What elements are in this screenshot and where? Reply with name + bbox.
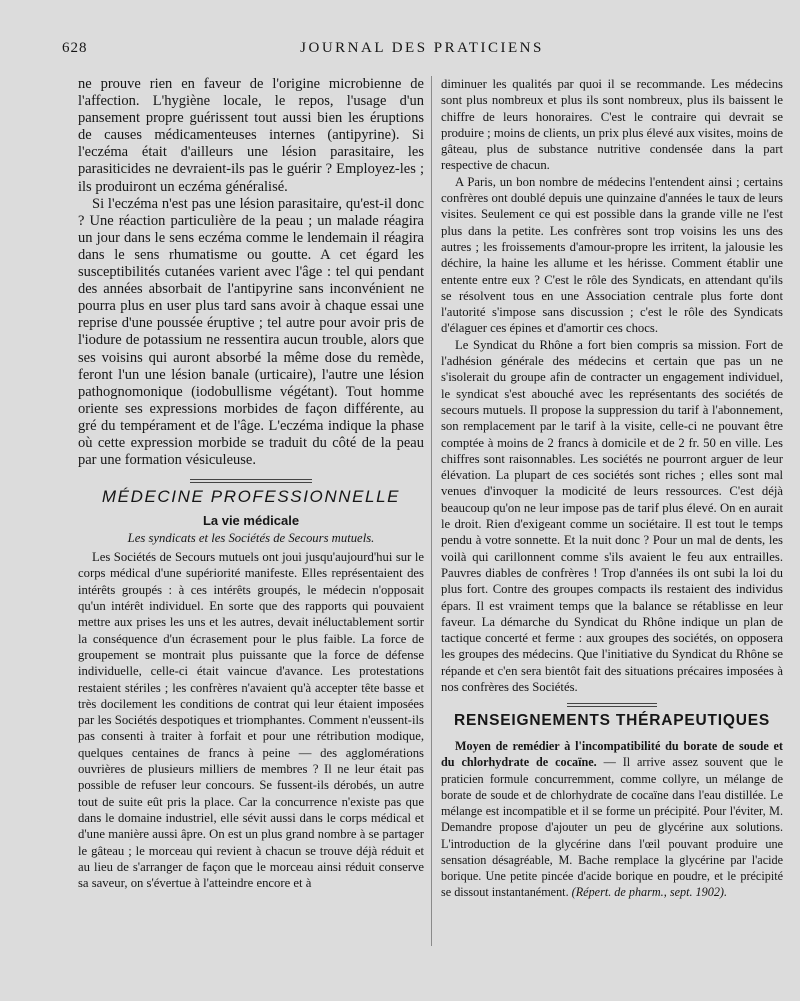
section-title-renseignements: RENSEIGNEMENTS THÉRAPEUTIQUES [453,712,770,730]
therapeutic-notice [441,738,783,900]
paragraph-honoraires: diminuer les qualités par quoi il se recommande. Les médecins sont plus nombreux et plus ils sont nombreux, plus ils baissent le chiffre de leurs honoraires. C'est le contraire qui devrait se produire ; moins de clients, un prix plus élevé aux visites, moins de gâteau, plus de substance nutritive condensée dans la part respective de chacun. [441,77,783,173]
paragraph-eczema-reaction: Si l'eczéma n'est pas une lésion parasitaire, qu'est-il donc ? Une réaction particulière de la peau ; un malade réagira un jour dans le sens eczéma comme le lendemain il réagira dans le sens rhumatisme ou goutte. A cet égard les susceptibilités cutanées varient avec l'âge : tel qui pendant des années absorbait de l'antipyrine sans inconvénient ne pourra plus en user plus tard sans avoir à chaque essai une reprise d'une poussée éruptive ; tel autre pour avoir pris de l'iodure de potassium ne ressentira aucun trouble, alors que ses voisins qui auront absorbé la même dose du remède, feront l'un une lésion banale (urticaire), l'autre une lésion pathognomonique (iodobullisme végétant). Tout homme oriente ses expressions morbides de façon différente, au gré du tempérament et de l'âge. L'eczéma indique la phase où cette expression morbide se traduit du côté de la peau par une formation vésiculeuse. [78,195,424,469]
column-divider [431,76,432,946]
paragraph-syndicat-rhone: Le Syndicat du Rhône a fort bien compris sa mission. Fort de l'adhésion générale des médecins et certain que pas un ne s'isolerait du groupe afin de contracter un engagement individuel, le syndicat s'est abouché avec les représentants des sociétés de secours mutuels. Il propose la suppression du tarif à l'abonnement, son remplacement par le tarif à la visite, celle-ci ne pouvant être comptée à moins de 2 francs à domicile et de 2 fr. 50 en ville. Les chiffres sont raisonnables. Les sociétés ne pourront arguer de leur élévation. La plupart de ces sociétés sont riches ; elles sont mal venues d'invoquer la modicité de leurs ressources. C'est déjà beaucoup qu'on ne leur impose pas de tarif plus élevé. On en aurait le droit. Rien d'exigeant comme un sociétaire. Il est tout le temps pendu à votre sonnette. Et la nuit donc ? Pour un mal de dents, les voilà qui carillonnent comme s'ils avaient le feu aux entrailles. Pauvres diables de confrères ! Trop d'années ils ont subi la loi du plus fort. Contre des groupes compacts ils restaient des individus épars. Il est vraiment temps que la balance se rétablisse en leur faveur. La démarche du Syndicat du Rhône indique un plan de tactique concerté et ferme : aux groupes des sociétés, on opposera les groupes des médecins. Que l'initiative du Syndicat du Rhône se répande et c'en sera bientôt fait des situations précaires imposées à nos confrères des Sociétés. [441,337,783,694]
article-subtitle: Les syndicats et les Sociétés de Secours mutuels. [127,531,375,546]
section-rule [190,479,312,483]
notice-body: — Il arrive assez souvent que le praticien formule concurremment, comme collyre, un mélange de borate de soude et de chlorhydrate de cocaïne dans l'eau distillée. Le mélange est incompatible et il se forme un précipité. Pour l'éviter, M. Demandre propose d'ajouter un peu de glycérine aux solutions. L'introduction de la glycérine dans l'œil pouvant produire une sensation désagréable, M. Bache remplace la glycérine par l'acide borique. Une petite pincée d'acide borique en poudre, et le précipité se dissout instantanément. [441,755,783,900]
page-number: 628 [62,40,88,56]
journal-title: JOURNAL DES PRATICIENS [300,40,544,56]
page-header [62,40,782,64]
notice-reference: (Répert. de pharm., sept. 1902). [571,885,728,900]
right-column [441,76,783,900]
section-rule [567,703,657,707]
paragraph-eczema-origin: ne prouve rien en faveur de l'origine microbienne de l'affection. L'hygiène locale, le repos, l'usage d'un pansement propre guérissent tout aussi bien les éruptions de causes médicamenteuses internes (antipyrine). Si l'eczéma était d'ailleurs une lésion parasitaire, les parasiticides ne devraient-ils pas le guérir ? Employez-les ; ils produiront un eczéma généralisé. [78,76,424,195]
paragraph-societes-secours: Les Sociétés de Secours mutuels ont joui jusqu'aujourd'hui sur le corps médical d'une supériorité manifeste. Elles représentaient des intérêts groupés : à ces intérêts groupés, le médecin n'opposait qu'un intérêt individuel. En sorte que des rapports qui pouvaient mettre aux prises les uns et les autres, devait inéluctablement sortir la conséquence d'un écrasement pour le plus faible. La force de groupement se montrait plus puissante que la force de défense individuelle, celle-ci était vaincue d'avance. Les protestations restaient stériles ; les confrères n'avaient qu'à accepter tête basse et très docilement les conditions de contrat qui leur étaient imposées par les Sociétés despotiques et triomphantes. Comment n'eussent-ils pas consenti à traiter à forfait et pour une rétribution modique, quelques centaines de francs à peine — des agglomérations ouvrières de plusieurs milliers de membres ? Il ne leur était pas possible de refuser leur concours. Se fussent-ils dérobés, un autre tout de suite eût pris la place. Car la concurrence n'existe pas que dans le domaine industriel, elle sévit aussi dans le corps médical et d'une manière aussi âpre. On est un plus grand nombre à se partager le gâteau ; le morceau qui revient à chacun se trouve déjà réduit et au lieu de s'arranger de façon que le morceau ainsi réduit conserve sa saveur, on s'évertue à l'atteindre encore et à [78,550,424,891]
paragraph-paris: A Paris, un bon nombre de médecins l'entendent ainsi ; certains confrères ont doublé depuis une quinzaine d'années le taux de leurs visites. Seulement ce qui est possible dans la grande ville ne l'est plus dans la petite. Les confrères sont trop voisins les uns des autres ; les froissements d'amour-propre les irritent, la jalousie les déchire, la haine les allume et les hérisse. Comment établir une entente entre eux ? C'est le rôle des Syndicats, en attendant qu'ils se résolvent tous en une Association centrale plus forte dont l'autorité s'impose sans discussion ; c'est le rôle des Syndicats d'élaguer ces épines et d'amortir ces chocs. [441,174,783,336]
section-title-medecine-professionnelle: MÉDECINE PROFESSIONNELLE [101,487,401,507]
left-column [78,76,424,891]
notice-title: Moyen de remédier à l'incompatibilité du borate de soude et du chlorhydrate de cocaïne. [441,739,783,770]
article-title: La vie médicale [202,513,300,529]
